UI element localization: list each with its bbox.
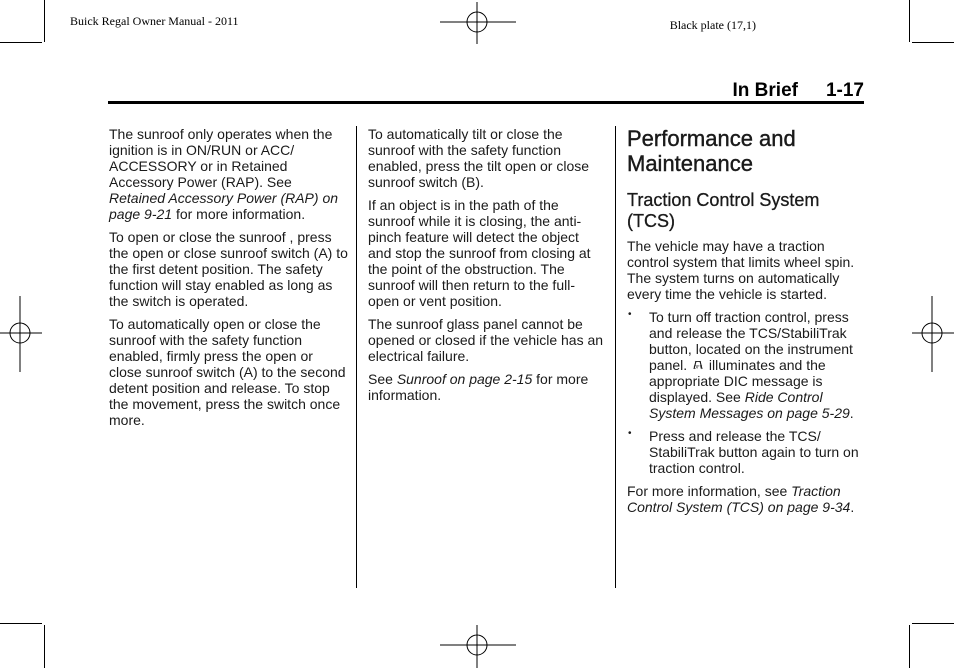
registration-mark-left-icon — [0, 296, 42, 372]
cross-reference-link[interactable]: Sunroof on page 2-15 — [396, 371, 533, 387]
column-3 — [627, 126, 863, 522]
column-2 — [368, 126, 606, 410]
paragraph: To open or close the sunroof , press the open or close sunroof switch (A) to the first detent position. The safety function will stay enabled as long as the switch is operated. — [109, 229, 348, 309]
svg-text:OFF: OFF — [693, 365, 703, 371]
section-title: In Brief — [732, 80, 798, 101]
cross-reference-link[interactable]: Ride Control System Messages on page 5-29 — [649, 389, 850, 421]
section-header — [733, 80, 864, 102]
list-item: • Press and release the TCS/ StabiliTrak button again to turn on traction control. — [628, 428, 859, 476]
registration-mark-bottom-icon — [440, 625, 516, 668]
paragraph: If an object is in the path of the sunroof while it is closing, the anti-pinch feature will detect the object and stop the sunroof from closing at the point of the obstruction. The sunroof will then return to the full-open or vent position. — [368, 197, 591, 309]
traction-control-off-icon — [691, 358, 705, 372]
column-1 — [109, 126, 349, 435]
registration-mark-top-icon — [440, 2, 516, 44]
column-divider — [615, 126, 616, 588]
subsection-heading: Traction Control System (TCS) — [627, 190, 820, 231]
bullet-marker: • — [628, 309, 632, 320]
registration-mark-right-icon — [912, 296, 954, 372]
paragraph: To automatically tilt or close the sunroof with the safety function enabled, press the tilt open or close sunroof switch (B). — [368, 126, 590, 190]
paragraph: See Sunroof on page 2-15 for more information. — [368, 371, 589, 403]
paragraph: The sunroof glass panel cannot be opened or closed if the vehicle has an electrical failure. — [368, 316, 604, 364]
header-rule — [108, 101, 864, 104]
manual-title: Buick Regal Owner Manual - 2011 — [70, 14, 239, 28]
bullet-marker: • — [628, 428, 632, 439]
list-item: • To turn off traction control, press and release the TCS/StabiliTrak button, located on the instrument panel. OFF illuminates and the appropriate DIC message is displayed. See Ride Control System Messages on page 5-29. — [628, 309, 854, 421]
paragraph: The sunroof only operates when the ignition is in ON/RUN or ACC/ ACCESSORY or in Retained Accessory Power (RAP). See Retained Accessory Power (RAP) on page 9-21 for more information. — [109, 126, 339, 222]
paragraph: The vehicle may have a traction control system that limits wheel spin. The system turns on automatically every time the vehicle is started. — [627, 238, 855, 302]
plate-label: Black plate (17,1) — [669, 18, 756, 32]
cross-reference-link[interactable]: Traction Control System (TCS) on page 9-34 — [627, 483, 851, 515]
paragraph: To automatically open or close the sunroof with the safety function enabled, firmly press the open or close sunroof switch (A) to the second detent position and release. To stop the movement, press the switch once more. — [109, 316, 346, 428]
cross-reference-link[interactable]: Retained Accessory Power (RAP) on page 9-21 — [109, 190, 339, 222]
column-divider — [356, 126, 357, 588]
section-heading: Performance and Maintenance — [627, 126, 796, 176]
paragraph: For more information, see Traction Control System (TCS) on page 9-34. — [627, 483, 855, 515]
page-number: 1-17 — [825, 80, 864, 101]
